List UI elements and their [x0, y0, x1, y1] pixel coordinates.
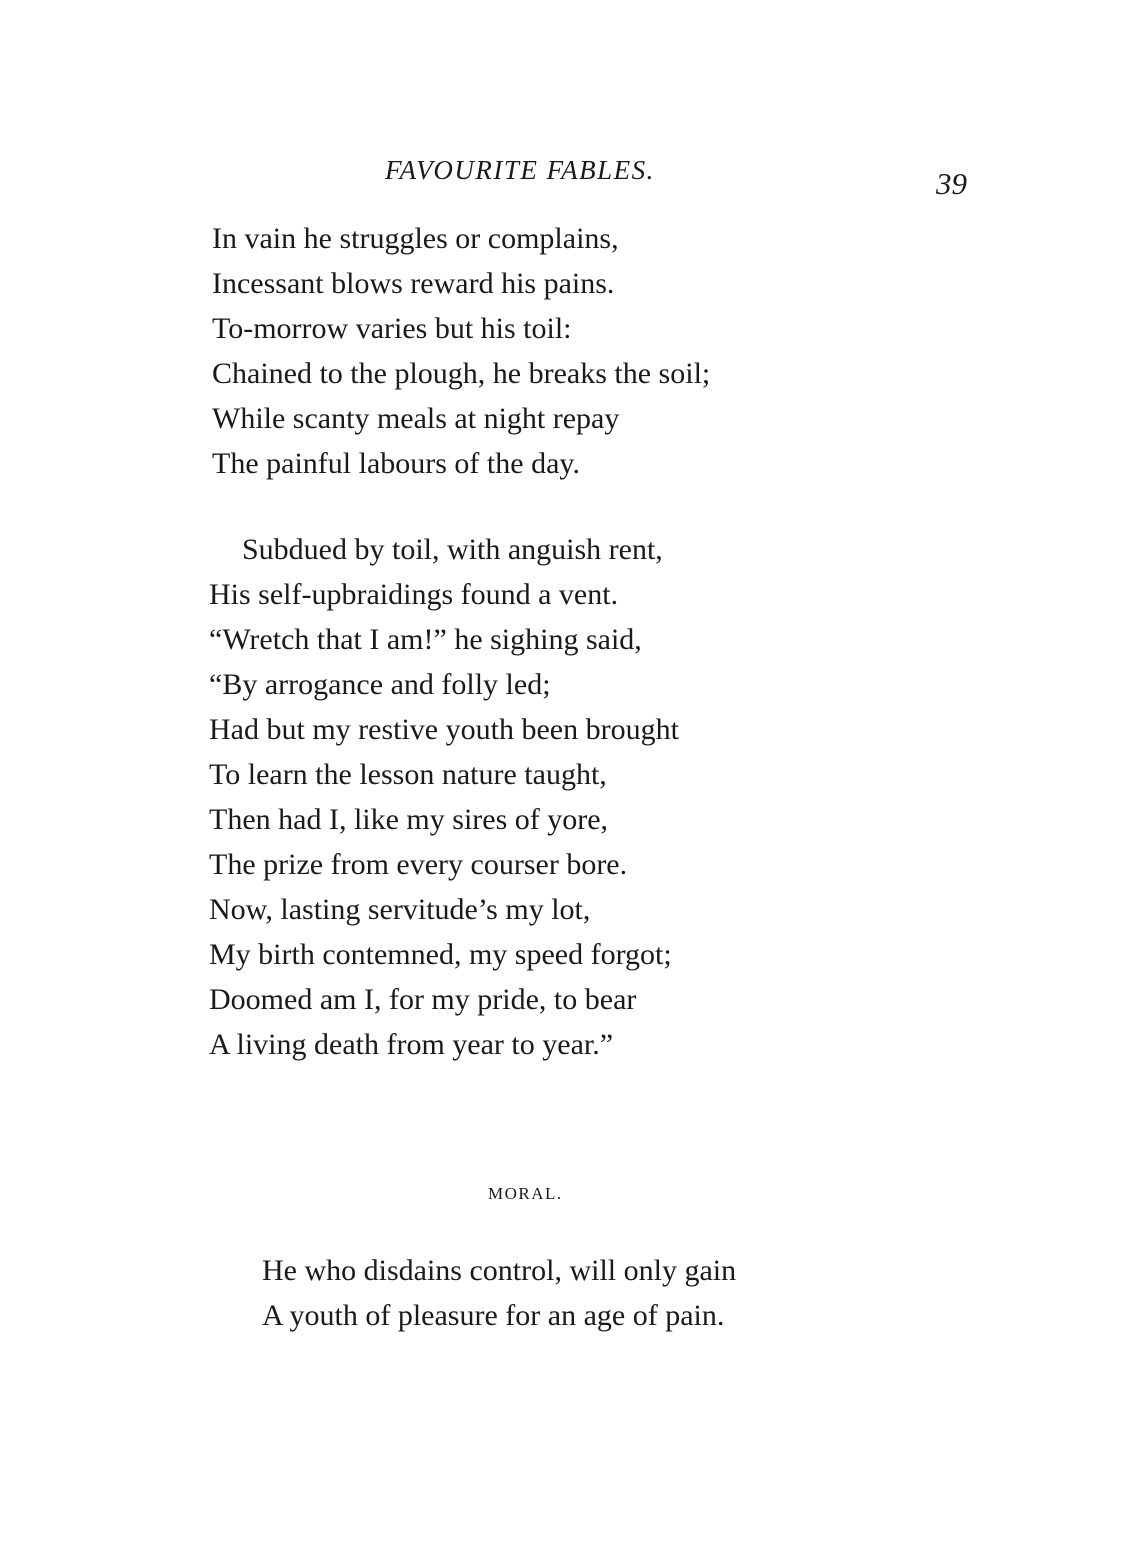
verse-line: The painful labours of the day.: [212, 447, 580, 480]
verse-line: Chained to the plough, he breaks the soil;: [212, 357, 711, 390]
verse-line: “Wretch that I am!” he sighing said,: [209, 623, 642, 656]
verse-line: My birth contemned, my speed forgot;: [209, 938, 672, 971]
verse-line: Then had I, like my sires of yore,: [209, 803, 609, 836]
verse-line: In vain he struggles or complains,: [212, 222, 619, 255]
verse-line: While scanty meals at night repay: [212, 402, 620, 435]
moral-line: A youth of pleasure for an age of pain.: [262, 1299, 725, 1332]
moral-verse: [262, 1248, 736, 1338]
verse-line: A living death from year to year.”: [209, 1028, 614, 1061]
verse-line: His self-upbraidings found a vent.: [209, 578, 619, 611]
verse-line: To learn the lesson nature taught,: [209, 758, 607, 791]
moral-heading: MORAL.: [488, 1184, 563, 1203]
verse-line: Had but my restive youth been brought: [209, 713, 679, 746]
running-head-title: FAVOURITE FABLES.: [385, 155, 655, 185]
verse-line: Subdued by toil, with anguish rent,: [242, 533, 663, 566]
stanza-2: [209, 527, 679, 1067]
moral-line: He who disdains control, will only gain: [262, 1254, 737, 1287]
page-number: 39: [936, 166, 967, 201]
verse-line: “By arrogance and folly led;: [209, 668, 551, 701]
verse-line: To-morrow varies but his toil:: [212, 312, 572, 345]
stanza-1: [212, 216, 710, 486]
verse-line: Incessant blows reward his pains.: [212, 267, 615, 300]
verse-line: The prize from every courser bore.: [209, 848, 628, 881]
verse-line: Doomed am I, for my pride, to bear: [209, 983, 637, 1016]
verse-line: Now, lasting servitude’s my lot,: [209, 893, 591, 926]
